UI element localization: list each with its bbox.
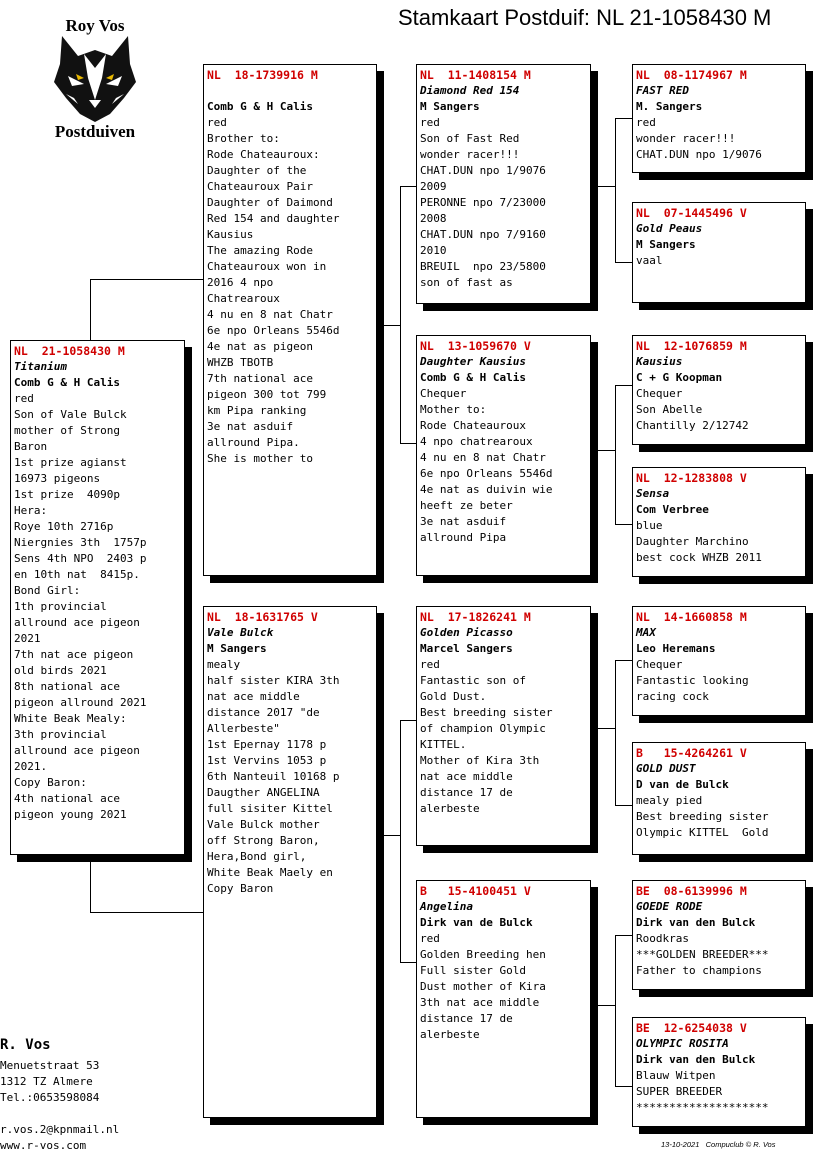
description-line: vaal bbox=[636, 254, 663, 267]
description-line: 2009 bbox=[420, 180, 447, 193]
description-line: 3th nat ace middle bbox=[420, 996, 540, 1009]
pigeon-owner: M Sangers bbox=[636, 238, 696, 251]
description-line: distance 17 de bbox=[420, 1012, 513, 1025]
description-line: Red 154 and daughter bbox=[207, 212, 340, 225]
pigeon-description bbox=[420, 386, 587, 546]
description-line: 3th provincial bbox=[14, 728, 107, 741]
description-line: 7th nat ace pigeon bbox=[14, 648, 134, 661]
ring-number: BE 08-6139996 M bbox=[636, 884, 747, 898]
description-line: 2010 bbox=[420, 244, 447, 257]
description-line: pigeon 300 tot 799 bbox=[207, 388, 327, 401]
pigeon-name: GOLD DUST bbox=[636, 762, 696, 775]
description-line: 6th Nanteuil 10168 p bbox=[207, 770, 340, 783]
description-line: of champion Olympic bbox=[420, 722, 546, 735]
description-line: distance 17 de bbox=[420, 786, 513, 799]
pigeon-owner: C + G Koopman bbox=[636, 371, 723, 384]
ring-number: NL 14-1660858 M bbox=[636, 610, 747, 624]
description-line: Roodkras bbox=[636, 932, 689, 945]
description-line: best cock WHZB 2011 bbox=[636, 551, 762, 564]
owner-email[interactable]: r.vos.2@kpnmail.nl bbox=[0, 1123, 120, 1136]
pigeon-owner: D van de Bulck bbox=[636, 778, 729, 791]
description-line: 8th national ace bbox=[14, 680, 120, 693]
pigeon-name: GOEDE RODE bbox=[636, 900, 703, 913]
description-line: BREUIL npo 23/5800 bbox=[420, 260, 546, 273]
description-line: 3e nat asduif bbox=[420, 515, 507, 528]
description-line: Rode Chateauroux bbox=[420, 419, 526, 432]
owner-city: 1312 TZ Almere bbox=[0, 1075, 93, 1088]
description-line: Blauw Witpen bbox=[636, 1069, 716, 1082]
description-line: allround Pipa. bbox=[207, 436, 300, 449]
description-line: Roye 10th 2716p bbox=[14, 520, 114, 533]
description-line: en 10th nat 8415p. bbox=[14, 568, 140, 581]
description-line: Daugther ANGELINA bbox=[207, 786, 320, 799]
description-line: allround ace pigeon bbox=[14, 616, 140, 629]
pigeon-owner: Comb G & H Calis bbox=[207, 100, 313, 113]
pigeon-name: Golden Picasso bbox=[420, 626, 513, 639]
description-line: ******************** bbox=[636, 1101, 769, 1114]
ring-number: NL 12-1076859 M bbox=[636, 339, 747, 353]
description-line: 6e npo Orleans 5546d bbox=[207, 324, 340, 337]
description-line: red bbox=[420, 116, 440, 129]
pigeon-name: FAST RED bbox=[636, 84, 689, 97]
description-line: 2008 bbox=[420, 212, 447, 225]
ring-number: NL 11-1408154 M bbox=[420, 68, 531, 82]
description-line: 2021 bbox=[14, 632, 41, 645]
pigeon-name: MAX bbox=[636, 626, 656, 639]
pigeon-description bbox=[207, 657, 373, 897]
description-line: mealy pied bbox=[636, 794, 703, 807]
description-line: mother of Strong bbox=[14, 424, 120, 437]
pigeon-owner: Com Verbree bbox=[636, 503, 709, 516]
ring-number: NL 18-1739916 M bbox=[207, 68, 318, 82]
pigeon-owner: Dirk van den Bulck bbox=[636, 1053, 756, 1066]
owner-phone: Tel.:0653598084 bbox=[0, 1091, 100, 1104]
description-line: Daughter of the bbox=[207, 164, 307, 177]
pigeon-description bbox=[636, 386, 802, 434]
description-line: Daughter Marchino bbox=[636, 535, 749, 548]
description-line: half sister KIRA 3th bbox=[207, 674, 340, 687]
description-line: Best breeding sister bbox=[636, 810, 769, 823]
pigeon-owner: Comb G & H Calis bbox=[14, 376, 120, 389]
description-line: 4 npo chatrearoux bbox=[420, 435, 533, 448]
pigeon-name: Sensa bbox=[636, 487, 670, 500]
description-line: The amazing Rode bbox=[207, 244, 313, 257]
description-line: Olympic KITTEL Gold bbox=[636, 826, 769, 839]
description-line: red bbox=[207, 116, 227, 129]
description-line: 4 nu en 8 nat Chatr bbox=[420, 451, 546, 464]
description-line: 4th national ace bbox=[14, 792, 120, 805]
description-line: Baron bbox=[14, 440, 48, 453]
description-line: Chequer bbox=[420, 387, 467, 400]
description-line: Copy Baron bbox=[207, 882, 274, 895]
description-line: blue bbox=[636, 519, 663, 532]
pigeon-card-fff bbox=[632, 64, 806, 173]
logo-top-text: Roy Vos bbox=[65, 16, 125, 35]
description-line: alerbeste bbox=[420, 1028, 480, 1041]
ring-number: NL 08-1174967 M bbox=[636, 68, 747, 82]
description-line: 16973 pigeons bbox=[14, 472, 101, 485]
description-line: alerbeste bbox=[420, 802, 480, 815]
logo bbox=[40, 10, 190, 140]
pigeon-card-fmf bbox=[632, 335, 806, 445]
description-line: Copy Baron: bbox=[14, 776, 87, 789]
description-line: nat ace middle bbox=[207, 690, 300, 703]
description-line: Son of Vale Bulck bbox=[14, 408, 127, 421]
pigeon-name: Titanium bbox=[14, 360, 67, 373]
description-line: 7th national ace bbox=[207, 372, 313, 385]
description-line: pigeon young 2021 bbox=[14, 808, 127, 821]
description-line: Son of Fast Red bbox=[420, 132, 520, 145]
pigeon-card-father bbox=[203, 64, 377, 576]
logo-bottom-text: Postduiven bbox=[54, 122, 136, 141]
description-line: Mother to: bbox=[420, 403, 487, 416]
description-line: Fantastic son of bbox=[420, 674, 526, 687]
ring-number: NL 12-1283808 V bbox=[636, 471, 747, 485]
pigeon-owner: Dirk van de Bulck bbox=[420, 916, 533, 929]
description-line: 1st prize agianst bbox=[14, 456, 127, 469]
description-line: Hera: bbox=[14, 504, 48, 517]
description-line: ***GOLDEN BREEDER*** bbox=[636, 948, 769, 961]
pigeon-name: Daughter Kausius bbox=[420, 355, 526, 368]
description-line: red bbox=[420, 658, 440, 671]
description-line: 2016 4 npo bbox=[207, 276, 274, 289]
description-line: WHZB TBOTB bbox=[207, 356, 274, 369]
description-line: Golden Breeding hen bbox=[420, 948, 546, 961]
pigeon-description bbox=[636, 657, 802, 705]
pigeon-name: Diamond Red 154 bbox=[420, 84, 520, 97]
description-line: CHAT.DUN npo 1/9076 bbox=[420, 164, 546, 177]
pigeon-owner: Marcel Sangers bbox=[420, 642, 513, 655]
pigeon-card-fmm bbox=[632, 467, 806, 577]
pigeon-name: Angelina bbox=[420, 900, 473, 913]
description-line: Bond Girl: bbox=[14, 584, 81, 597]
pigeon-owner: M Sangers bbox=[420, 100, 480, 113]
description-line: Sens 4th NPO 2403 p bbox=[14, 552, 147, 565]
pigeon-description bbox=[636, 793, 802, 841]
owner-street: Menuetstraat 53 bbox=[0, 1059, 100, 1072]
description-line: 1st prize 4090p bbox=[14, 488, 120, 501]
description-line: Chateauroux won in bbox=[207, 260, 327, 273]
description-line: Brother to: bbox=[207, 132, 280, 145]
description-line: 6e npo Orleans 5546d bbox=[420, 467, 553, 480]
pigeon-name: Gold Peaus bbox=[636, 222, 703, 235]
pigeon-description bbox=[207, 115, 373, 467]
description-line: Vale Bulck mother bbox=[207, 818, 320, 831]
pigeon-card-mf bbox=[416, 606, 591, 846]
description-line: km Pipa ranking bbox=[207, 404, 307, 417]
description-line: Daughter of Daimond bbox=[207, 196, 333, 209]
ring-number: NL 07-1445496 V bbox=[636, 206, 747, 220]
description-line: Best breeding sister bbox=[420, 706, 553, 719]
description-line: red bbox=[420, 932, 440, 945]
description-line: White Beak Mealy: bbox=[14, 712, 127, 725]
description-line: 3e nat asduif bbox=[207, 420, 294, 433]
owner-website[interactable]: www.r-vos.com bbox=[0, 1139, 87, 1152]
description-line: 1st Epernay 1178 p bbox=[207, 738, 327, 751]
description-line: allround ace pigeon bbox=[14, 744, 140, 757]
description-line: Son Abelle bbox=[636, 403, 703, 416]
pigeon-owner: Comb G & H Calis bbox=[420, 371, 526, 384]
pigeon-name: OLYMPIC ROSITA bbox=[636, 1037, 729, 1050]
description-line: red bbox=[14, 392, 34, 405]
description-line: allround Pipa bbox=[420, 531, 507, 544]
description-line: KITTEL. bbox=[420, 738, 467, 751]
description-line: CHAT.DUN npo 7/9160 bbox=[420, 228, 546, 241]
description-line: 1st Vervins 1053 p bbox=[207, 754, 327, 767]
description-line: 2021. bbox=[14, 760, 48, 773]
pigeon-owner: M. Sangers bbox=[636, 100, 703, 113]
page-title: Stamkaart Postduif: NL 21-1058430 M bbox=[398, 5, 772, 30]
ring-number: B 15-4264261 V bbox=[636, 746, 747, 760]
description-line: 4e nat as pigeon bbox=[207, 340, 313, 353]
description-line: Gold Dust. bbox=[420, 690, 487, 703]
pigeon-card-ff bbox=[416, 64, 591, 304]
owner-contact bbox=[0, 1037, 119, 1154]
ring-number: NL 17-1826241 M bbox=[420, 610, 531, 624]
description-line: heeft ze beter bbox=[420, 499, 513, 512]
description-line: Chantilly 2/12742 bbox=[636, 419, 749, 432]
description-line: racing cock bbox=[636, 690, 709, 703]
pigeon-card-mother bbox=[203, 606, 377, 1118]
pigeon-card-fm bbox=[416, 335, 591, 576]
owner-name: R. Vos bbox=[0, 1037, 51, 1053]
pigeon-card-mmm bbox=[632, 1017, 806, 1127]
pigeon-card-mm bbox=[416, 880, 591, 1118]
description-line: red bbox=[636, 116, 656, 129]
pigeon-card-subject bbox=[10, 340, 185, 855]
pigeon-card-ffm bbox=[632, 202, 806, 303]
description-line: full sisiter Kittel bbox=[207, 802, 333, 815]
pigeon-description bbox=[636, 1068, 802, 1116]
description-line: Chequer bbox=[636, 387, 683, 400]
pigeon-name bbox=[207, 83, 373, 99]
ring-number: NL 18-1631765 V bbox=[207, 610, 318, 624]
description-line: mealy bbox=[207, 658, 241, 671]
description-line: Dust mother of Kira bbox=[420, 980, 546, 993]
description-line: son of fast as bbox=[420, 276, 513, 289]
wolf-icon bbox=[54, 34, 136, 122]
description-line: She is mother to bbox=[207, 452, 313, 465]
pigeon-name: Kausius bbox=[636, 355, 683, 368]
pigeon-description bbox=[636, 518, 802, 566]
description-line: CHAT.DUN npo 1/9076 bbox=[636, 148, 762, 161]
ring-number: B 15-4100451 V bbox=[420, 884, 531, 898]
pigeon-description bbox=[420, 931, 587, 1043]
description-line: Chateauroux Pair bbox=[207, 180, 313, 193]
pigeon-owner: M Sangers bbox=[207, 642, 267, 655]
ring-number: NL 13-1059670 V bbox=[420, 339, 531, 353]
description-line: Chequer bbox=[636, 658, 683, 671]
pigeon-description bbox=[420, 657, 587, 817]
description-line: Hera,Bond girl, bbox=[207, 850, 307, 863]
description-line: PERONNE npo 7/23000 bbox=[420, 196, 546, 209]
pigeon-description bbox=[420, 115, 587, 291]
description-line: 1th provincial bbox=[14, 600, 107, 613]
description-line: Kausius bbox=[207, 228, 254, 241]
description-line: pigeon allround 2021 bbox=[14, 696, 147, 709]
description-line: 4e nat as duivin wie bbox=[420, 483, 553, 496]
description-line: Fantastic looking bbox=[636, 674, 749, 687]
pigeon-owner: Leo Heremans bbox=[636, 642, 716, 655]
description-line: Chatrearoux bbox=[207, 292, 280, 305]
description-line: SUPER BREEDER bbox=[636, 1085, 723, 1098]
description-line: off Strong Baron, bbox=[207, 834, 320, 847]
pigeon-description bbox=[636, 931, 802, 979]
description-line: old birds 2021 bbox=[14, 664, 107, 677]
ring-number: BE 12-6254038 V bbox=[636, 1021, 747, 1035]
description-line: wonder racer!!! bbox=[636, 132, 736, 145]
description-line: Father to champions bbox=[636, 964, 762, 977]
description-line: 4 nu en 8 nat Chatr bbox=[207, 308, 333, 321]
description-line: Niergnies 3th 1757p bbox=[14, 536, 147, 549]
print-stamp: 13-10-2021 Compuclub © R. Vos bbox=[661, 1140, 776, 1149]
description-line: wonder racer!!! bbox=[420, 148, 520, 161]
pigeon-card-mfm bbox=[632, 742, 806, 855]
description-line: distance 2017 "de bbox=[207, 706, 320, 719]
description-line: Full sister Gold bbox=[420, 964, 526, 977]
pigeon-description bbox=[636, 253, 802, 269]
description-line: Allerbeste" bbox=[207, 722, 280, 735]
pigeon-card-mff bbox=[632, 606, 806, 716]
pigeon-description bbox=[14, 391, 181, 823]
ring-number: NL 21-1058430 M bbox=[14, 344, 125, 358]
description-line: Mother of Kira 3th bbox=[420, 754, 540, 767]
pigeon-name: Vale Bulck bbox=[207, 626, 274, 639]
description-line: nat ace middle bbox=[420, 770, 513, 783]
pigeon-description bbox=[636, 115, 802, 163]
pigeon-owner: Dirk van den Bulck bbox=[636, 916, 756, 929]
description-line: White Beak Maely en bbox=[207, 866, 333, 879]
pigeon-card-mmf bbox=[632, 880, 806, 990]
description-line: Rode Chateauroux: bbox=[207, 148, 320, 161]
